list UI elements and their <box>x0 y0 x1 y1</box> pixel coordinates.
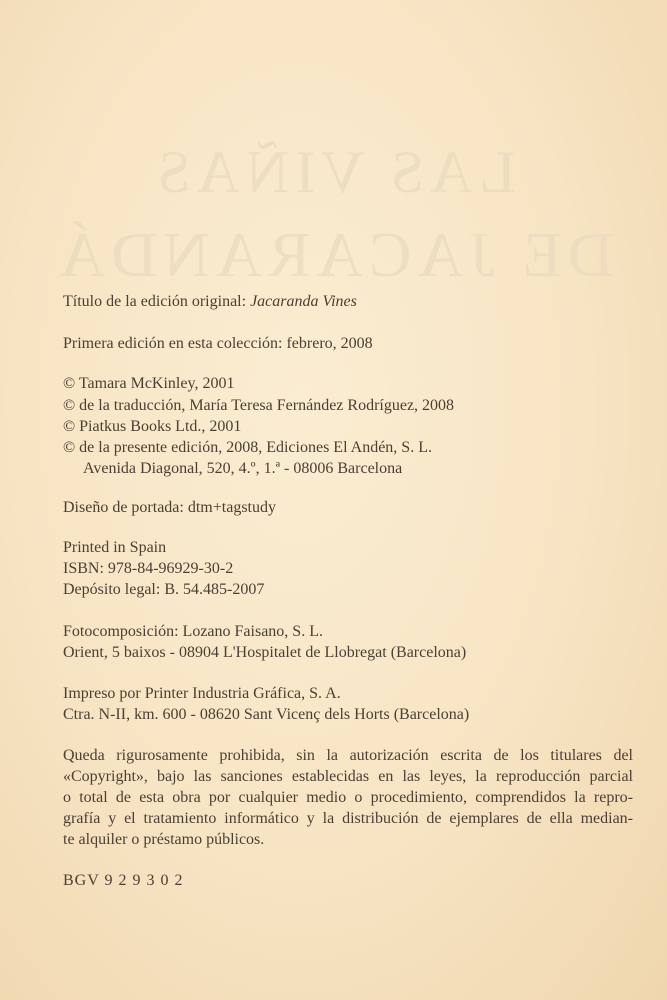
legal-notice-line-2: «Copyright», bajo las sanciones establecidas en las leyes, la reproducción parcial <box>63 768 633 785</box>
bleed-through-title-line-1: LAS VIÑAS <box>151 139 516 205</box>
legal-notice-line-3: o total de esta obra por cualquier medio o procedimiento, comprendidos la repro- <box>63 789 633 806</box>
original-title: Jacaranda Vines <box>250 293 357 310</box>
original-title-label: Título de la edición original: <box>63 293 247 310</box>
legal-deposit: Depósito legal: B. 54.485-2007 <box>63 581 265 598</box>
original-title-line <box>63 292 357 312</box>
first-edition: Primera edición en esta colección: febrero, 2008 <box>63 335 373 352</box>
bleed-through-title-line-2: DE JACARANDÁ <box>53 219 614 290</box>
printed-in: Printed in Spain <box>63 539 167 556</box>
copyright-edition: © de la presente edición, 2008, Ediciones El Andén, S. L. <box>63 439 432 456</box>
copyright-translation: © de la traducción, María Teresa Fernández Rodríguez, 2008 <box>63 397 455 414</box>
print-code: BGV 9 2 9 3 0 2 <box>63 872 184 889</box>
printer-address: Ctra. N-II, km. 600 - 08620 Sant Vicenç dels Horts (Barcelona) <box>63 706 470 723</box>
legal-notice-line-4: grafía y el tratamiento informático y la distribución de ejemplares de ella median- <box>63 810 633 827</box>
copyright-publisher-original: © Piatkus Books Ltd., 2001 <box>63 418 242 435</box>
isbn: ISBN: 978-84-96929-30-2 <box>63 560 234 577</box>
cover-design: Diseño de portada: dtm+tagstudy <box>63 499 276 516</box>
publisher-address: Avenida Diagonal, 520, 4.º, 1.ª - 08006 Barcelona <box>83 460 403 477</box>
legal-notice-line-1: Queda rigurosamente prohibida, sin la autorización escrita de los titulares del <box>63 747 633 764</box>
copyright-author: © Tamara McKinley, 2001 <box>63 375 235 392</box>
legal-notice-line-5: te alquiler o préstamo públicos. <box>63 831 265 848</box>
printer-company: Impreso por Printer Industria Gráfica, S. A. <box>63 685 341 702</box>
typesetting-address: Orient, 5 baixos - 08904 L'Hospitalet de Llobregat (Barcelona) <box>63 644 467 661</box>
typesetting-company: Fotocomposición: Lozano Faisano, S. L. <box>63 623 323 640</box>
